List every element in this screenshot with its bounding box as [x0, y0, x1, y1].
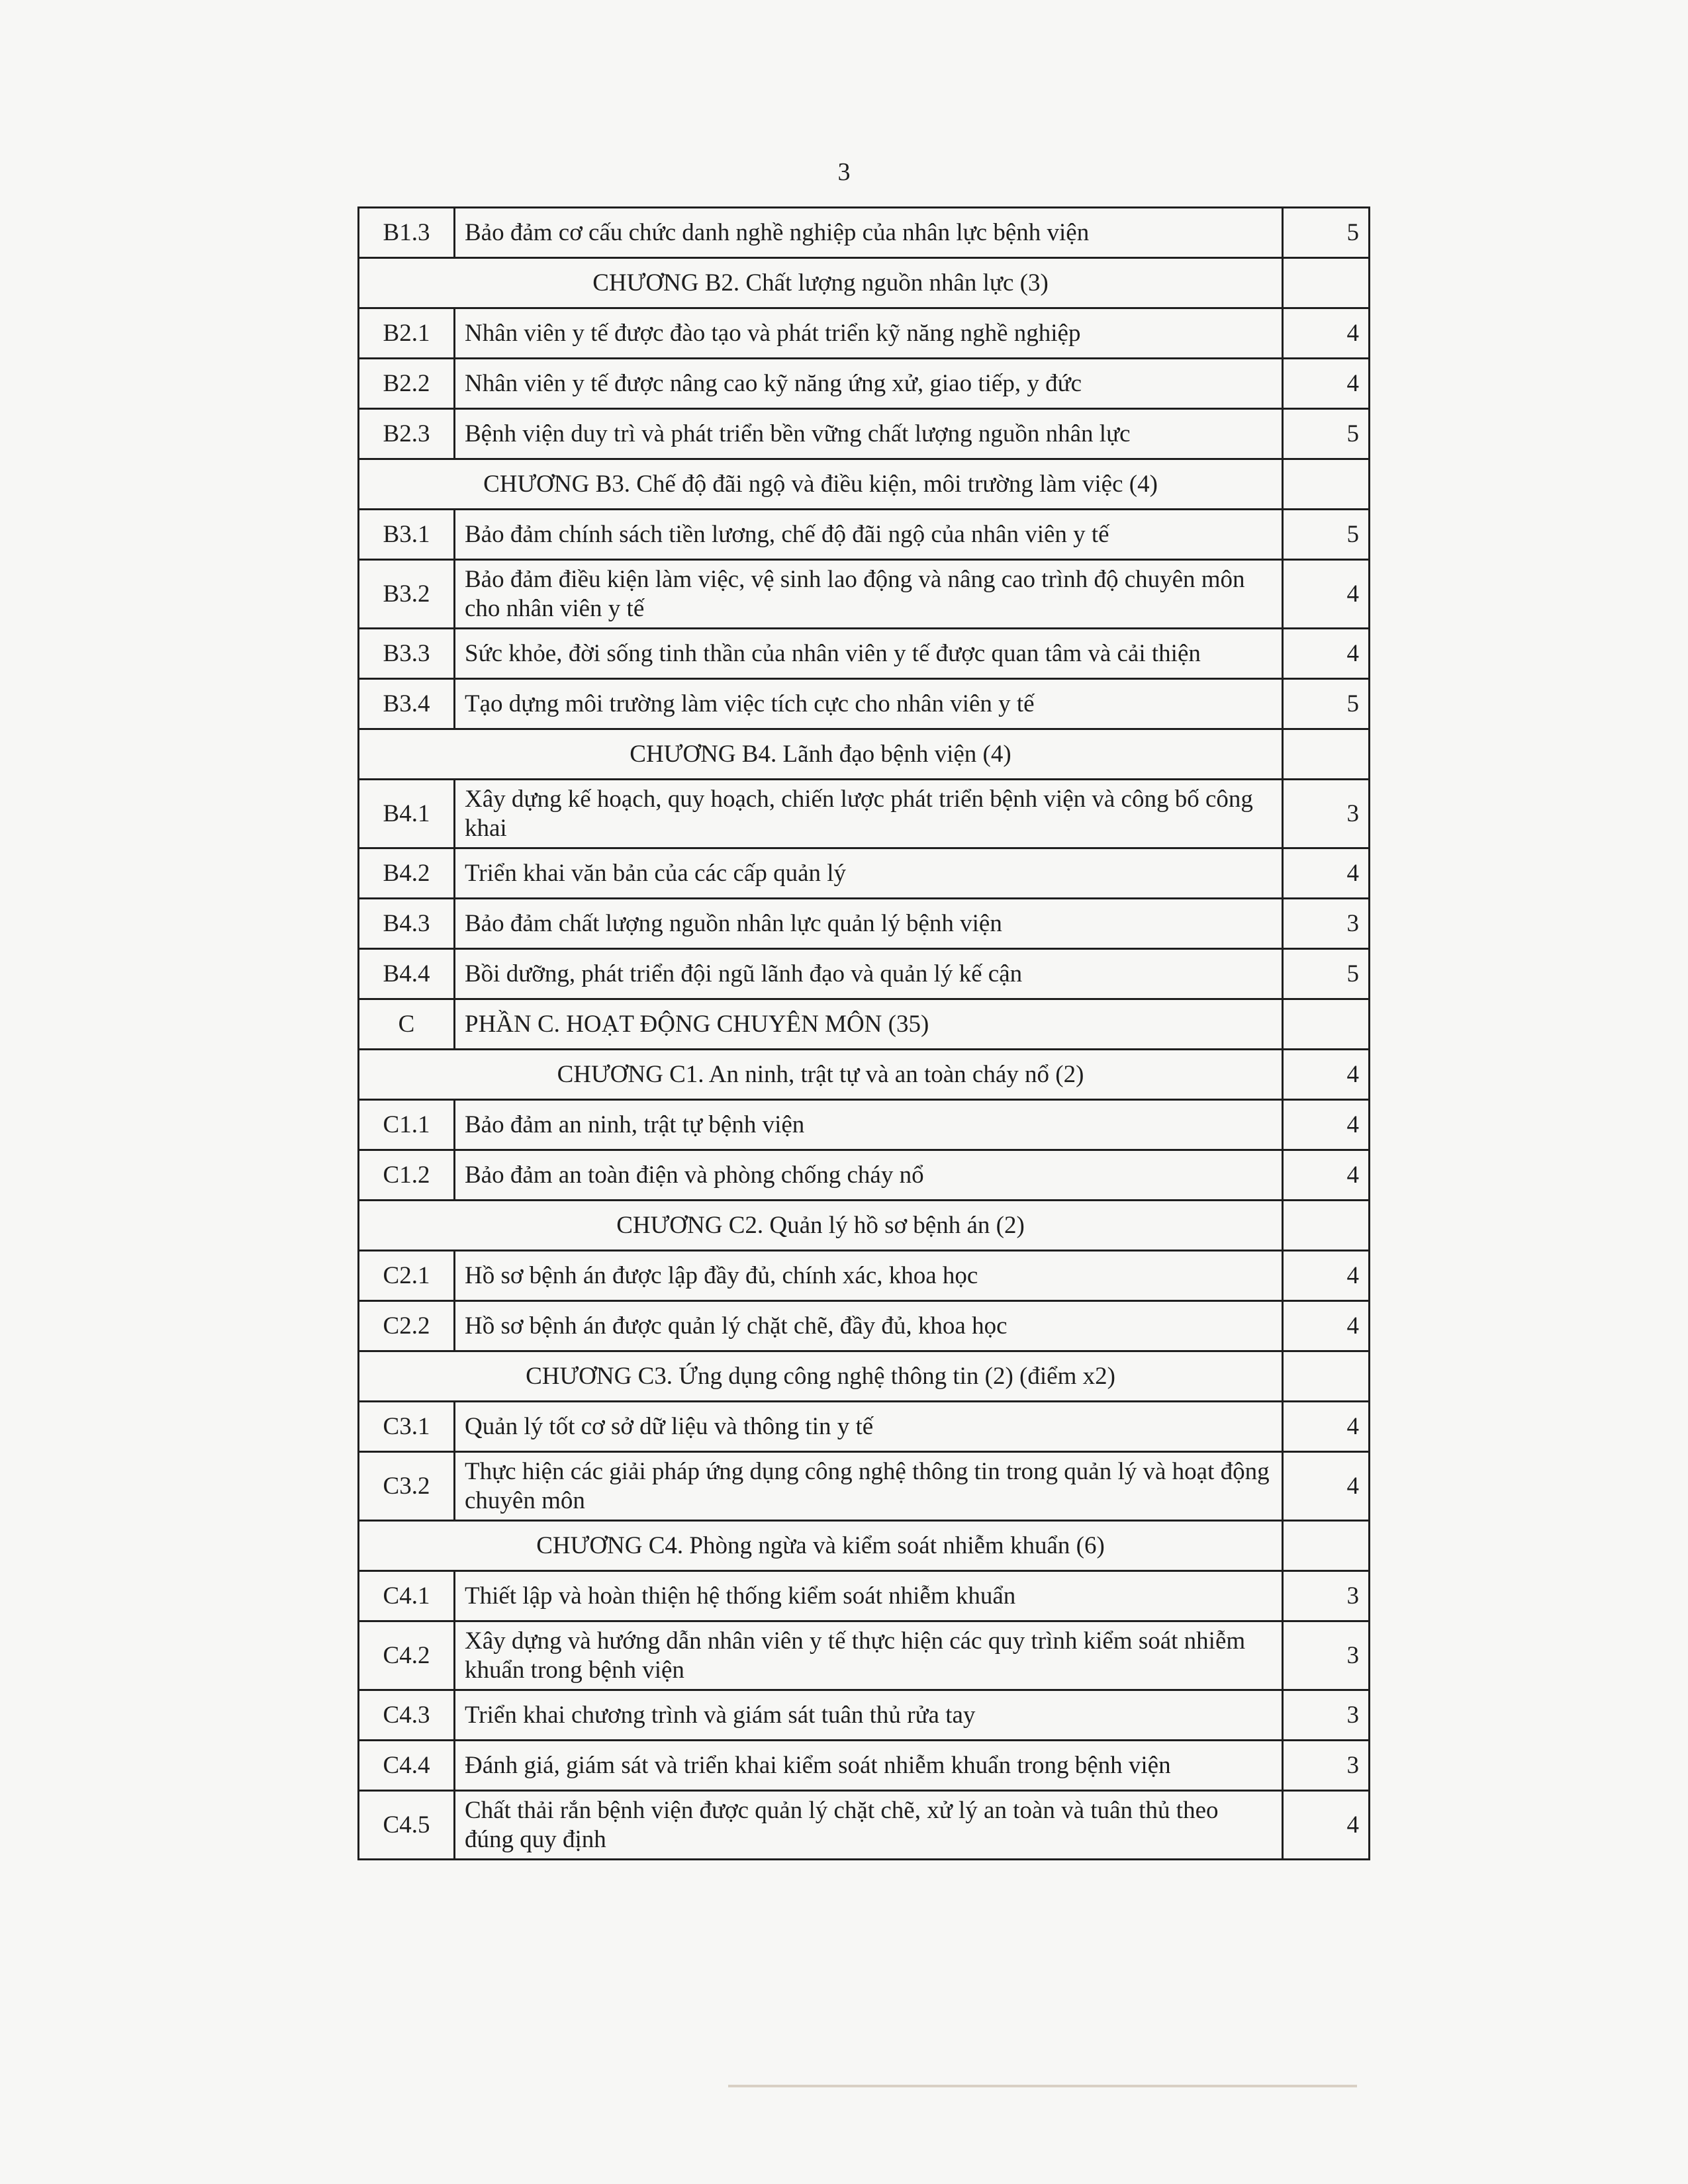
criterion-row	[359, 1452, 1370, 1521]
criterion-row	[359, 510, 1370, 560]
chapter-title: CHƯƠNG C2. Quản lý hồ sơ bệnh án (2)	[359, 1201, 1283, 1251]
criterion-score	[1283, 258, 1370, 308]
criterion-score: 4	[1283, 308, 1370, 359]
criterion-row	[359, 1402, 1370, 1452]
chapter-row	[359, 1050, 1370, 1100]
criterion-score: 4	[1283, 1452, 1370, 1521]
criterion-title: Nhân viên y tế được nâng cao kỹ năng ứng xử, giao tiếp, y đức	[455, 359, 1283, 409]
criterion-row	[359, 1100, 1370, 1150]
criterion-title: Hồ sơ bệnh án được lập đầy đủ, chính xác, khoa học	[455, 1251, 1283, 1301]
criterion-score: 4	[1283, 560, 1370, 629]
criterion-code: C1.2	[359, 1150, 455, 1201]
chapter-title: CHƯƠNG B2. Chất lượng nguồn nhân lực (3)	[359, 258, 1283, 308]
criterion-title: Xây dựng kế hoạch, quy hoạch, chiến lược phát triển bệnh viện và công bố công khai	[455, 780, 1283, 848]
chapter-row	[359, 1201, 1370, 1251]
part-title: PHẦN C. HOẠT ĐỘNG CHUYÊN MÔN (35)	[455, 999, 1283, 1050]
criterion-row	[359, 1571, 1370, 1621]
criterion-row	[359, 629, 1370, 679]
criterion-score: 4	[1283, 1150, 1370, 1201]
criterion-row	[359, 1251, 1370, 1301]
criterion-code: C4.4	[359, 1741, 455, 1791]
criterion-title: Chất thải rắn bệnh viện được quản lý chặt chẽ, xử lý an toàn và tuân thủ theo đúng quy định	[455, 1791, 1283, 1860]
criterion-title: Bảo đảm an toàn điện và phòng chống cháy nổ	[455, 1150, 1283, 1201]
criterion-title: Quản lý tốt cơ sở dữ liệu và thông tin y tế	[455, 1402, 1283, 1452]
chapter-row	[359, 1521, 1370, 1571]
criterion-title: Nhân viên y tế được đào tạo và phát triển kỹ năng nghề nghiệp	[455, 308, 1283, 359]
criterion-title: Tạo dựng môi trường làm việc tích cực cho nhân viên y tế	[455, 679, 1283, 729]
criterion-title: Bảo đảm chính sách tiền lương, chế độ đãi ngộ của nhân viên y tế	[455, 510, 1283, 560]
criterion-code: B2.1	[359, 308, 455, 359]
criterion-title: Hồ sơ bệnh án được quản lý chặt chẽ, đầy đủ, khoa học	[455, 1301, 1283, 1351]
criterion-row	[359, 899, 1370, 949]
chapter-title: CHƯƠNG B4. Lãnh đạo bệnh viện (4)	[359, 729, 1283, 780]
criterion-score	[1283, 1351, 1370, 1402]
criterion-score: 3	[1283, 780, 1370, 848]
criterion-score	[1283, 1201, 1370, 1251]
criterion-score	[1283, 459, 1370, 510]
chapter-title: CHƯƠNG B3. Chế độ đãi ngộ và điều kiện, môi trường làm việc (4)	[359, 459, 1283, 510]
criterion-score: 4	[1283, 1791, 1370, 1860]
criterion-title: Đánh giá, giám sát và triển khai kiểm soát nhiễm khuẩn trong bệnh viện	[455, 1741, 1283, 1791]
criterion-score: 4	[1283, 359, 1370, 409]
criterion-code: B3.1	[359, 510, 455, 560]
chapter-title: CHƯƠNG C1. An ninh, trật tự và an toàn cháy nổ (2)	[359, 1050, 1283, 1100]
criterion-row	[359, 359, 1370, 409]
criterion-score: 5	[1283, 510, 1370, 560]
criterion-score: 4	[1283, 1301, 1370, 1351]
criterion-code: B2.3	[359, 409, 455, 459]
criterion-code: B4.2	[359, 848, 455, 899]
criterion-code: C2.2	[359, 1301, 455, 1351]
criterion-code: C3.1	[359, 1402, 455, 1452]
criterion-score: 3	[1283, 1741, 1370, 1791]
criterion-title: Bảo đảm điều kiện làm việc, vệ sinh lao động và nâng cao trình độ chuyên môn cho nhân viên y tế	[455, 560, 1283, 629]
criterion-row	[359, 679, 1370, 729]
criterion-score: 4	[1283, 629, 1370, 679]
criterion-title: Bảo đảm an ninh, trật tự bệnh viện	[455, 1100, 1283, 1150]
criterion-code: B3.2	[359, 560, 455, 629]
criterion-code: B4.1	[359, 780, 455, 848]
criterion-code: B1.3	[359, 208, 455, 258]
criterion-code: C4.3	[359, 1690, 455, 1741]
criterion-score: 4	[1283, 848, 1370, 899]
criterion-row	[359, 409, 1370, 459]
criterion-score: 5	[1283, 409, 1370, 459]
criterion-code: C4.5	[359, 1791, 455, 1860]
chapter-row	[359, 258, 1370, 308]
criterion-score: 5	[1283, 679, 1370, 729]
criterion-row	[359, 560, 1370, 629]
criterion-code: C	[359, 999, 455, 1050]
criterion-code: B3.4	[359, 679, 455, 729]
criterion-title: Thực hiện các giải pháp ứng dụng công nghệ thông tin trong quản lý và hoạt động chuyên môn	[455, 1452, 1283, 1521]
criterion-title: Bảo đảm cơ cấu chức danh nghề nghiệp của nhân lực bệnh viện	[455, 208, 1283, 258]
criterion-title: Bệnh viện duy trì và phát triển bền vững chất lượng nguồn nhân lực	[455, 409, 1283, 459]
criterion-title: Triển khai văn bản của các cấp quản lý	[455, 848, 1283, 899]
criterion-row	[359, 208, 1370, 258]
criterion-code: C4.2	[359, 1621, 455, 1690]
criterion-score: 4	[1283, 1251, 1370, 1301]
criterion-code: C2.1	[359, 1251, 455, 1301]
criterion-title: Bồi dưỡng, phát triển đội ngũ lãnh đạo và quản lý kế cận	[455, 949, 1283, 999]
part-row	[359, 999, 1370, 1050]
criterion-row	[359, 1301, 1370, 1351]
criterion-row	[359, 949, 1370, 999]
criterion-score	[1283, 729, 1370, 780]
criterion-row	[359, 848, 1370, 899]
criterion-row	[359, 1690, 1370, 1741]
criterion-title: Bảo đảm chất lượng nguồn nhân lực quản lý bệnh viện	[455, 899, 1283, 949]
criterion-code: C1.1	[359, 1100, 455, 1150]
criterion-score: 3	[1283, 899, 1370, 949]
criterion-score: 3	[1283, 1690, 1370, 1741]
chapter-row	[359, 459, 1370, 510]
criterion-code: B4.4	[359, 949, 455, 999]
criterion-score: 4	[1283, 1100, 1370, 1150]
criterion-score: 5	[1283, 949, 1370, 999]
chapter-row	[359, 729, 1370, 780]
criterion-score: 4	[1283, 1050, 1370, 1100]
criterion-score: 4	[1283, 1402, 1370, 1452]
chapter-title: CHƯƠNG C4. Phòng ngừa và kiểm soát nhiễm khuẩn (6)	[359, 1521, 1283, 1571]
criterion-row	[359, 1791, 1370, 1860]
criterion-code: B2.2	[359, 359, 455, 409]
criterion-row	[359, 1741, 1370, 1791]
chapter-row	[359, 1351, 1370, 1402]
criterion-score	[1283, 1521, 1370, 1571]
criterion-code: B3.3	[359, 629, 455, 679]
criterion-title: Triển khai chương trình và giám sát tuân thủ rửa tay	[455, 1690, 1283, 1741]
criterion-score: 5	[1283, 208, 1370, 258]
scan-edge-mark	[728, 2085, 1357, 2087]
criterion-row	[359, 1150, 1370, 1201]
criterion-score: 3	[1283, 1571, 1370, 1621]
criterion-title: Thiết lập và hoàn thiện hệ thống kiểm soát nhiễm khuẩn	[455, 1571, 1283, 1621]
criterion-title: Sức khỏe, đời sống tinh thần của nhân viên y tế được quan tâm và cải thiện	[455, 629, 1283, 679]
criterion-score	[1283, 999, 1370, 1050]
criterion-row	[359, 1621, 1370, 1690]
criterion-code: B4.3	[359, 899, 455, 949]
criterion-title: Xây dựng và hướng dẫn nhân viên y tế thực hiện các quy trình kiểm soát nhiễm khuẩn trong bệnh viện	[455, 1621, 1283, 1690]
criterion-row	[359, 308, 1370, 359]
criterion-code: C3.2	[359, 1452, 455, 1521]
criteria-table	[357, 206, 1370, 1860]
criterion-score: 3	[1283, 1621, 1370, 1690]
chapter-title: CHƯƠNG C3. Ứng dụng công nghệ thông tin (2) (điểm x2)	[359, 1351, 1283, 1402]
page-number: 3	[837, 158, 851, 186]
criterion-code: C4.1	[359, 1571, 455, 1621]
criterion-row	[359, 780, 1370, 848]
